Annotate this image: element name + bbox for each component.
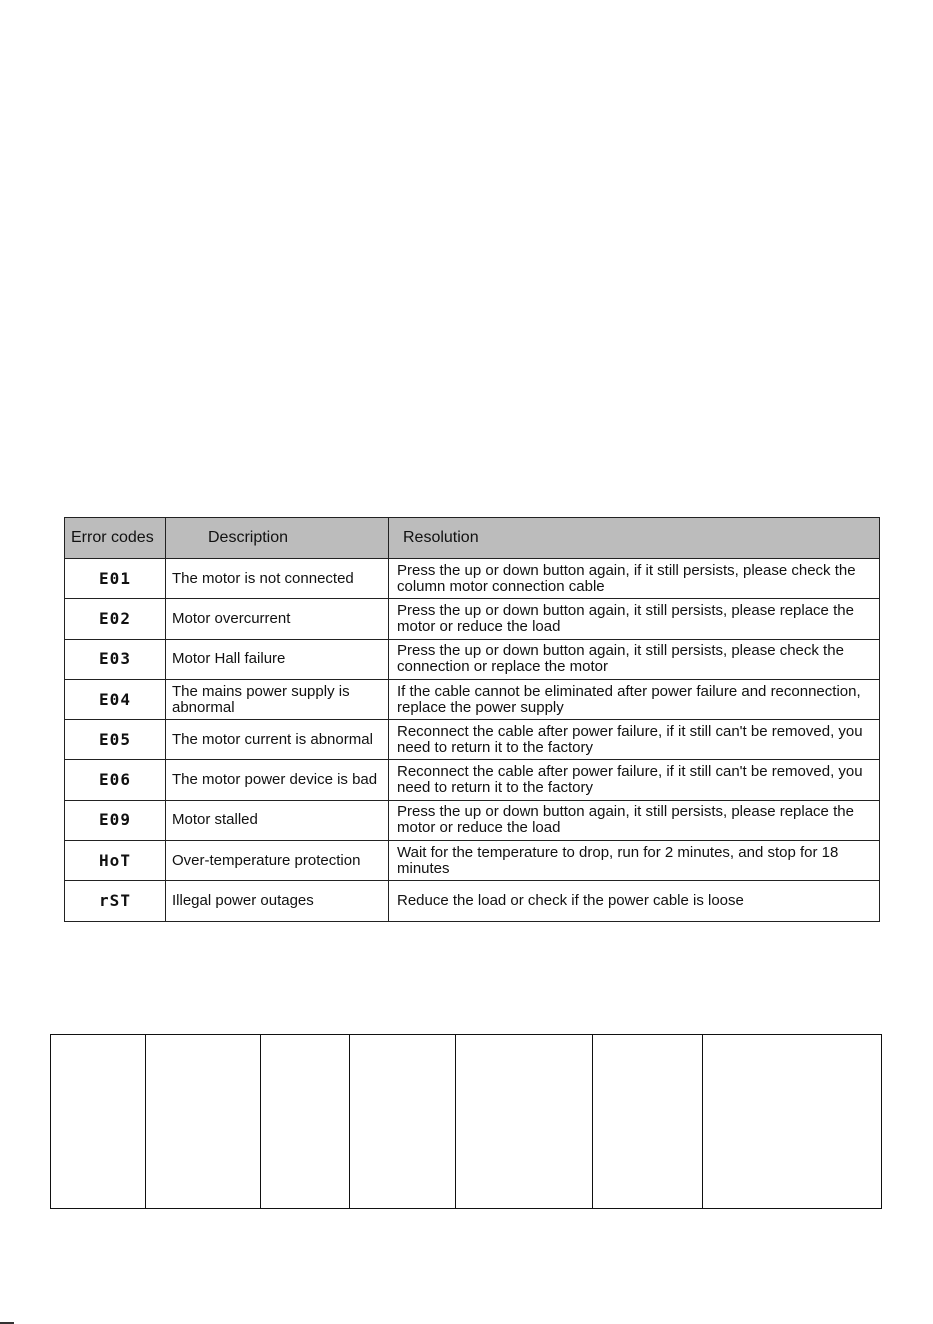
error-resolution: Wait for the temperature to drop, run for 2 minutes, and stop for 18 minutes [389,841,880,881]
error-description: Motor Hall failure [166,639,389,679]
table-row [65,800,880,840]
header-resolution: Resolution [389,518,880,559]
table-row [65,599,880,639]
error-description: The motor is not connected [166,559,389,599]
error-resolution: Press the up or down button again, it still persists, please check the connection or replace the motor [389,639,880,679]
blank-cell [456,1035,593,1209]
blank-grid-table [50,1034,882,1209]
error-code: E05 [65,720,166,760]
error-code: E02 [65,599,166,639]
error-description: Motor stalled [166,800,389,840]
blank-cell [593,1035,703,1209]
table-row [65,679,880,719]
error-code: E01 [65,559,166,599]
error-resolution: If the cable cannot be eliminated after power failure and reconnection, replace the power supply [389,679,880,719]
error-codes-table [64,517,880,922]
error-code: E09 [65,800,166,840]
error-description: Motor overcurrent [166,599,389,639]
header-description: Description [166,518,389,559]
error-resolution: Press the up or down button again, it still persists, please replace the motor or reduce the load [389,800,880,840]
error-resolution: Reconnect the cable after power failure, if it still can't be removed, you need to return it to the factory [389,720,880,760]
table-row [65,760,880,800]
table-header-row [65,518,880,559]
table-row [65,720,880,760]
error-resolution: Reduce the load or check if the power cable is loose [389,881,880,921]
table-row [65,881,880,921]
error-description: The motor current is abnormal [166,720,389,760]
table-row [65,559,880,599]
table-row [65,639,880,679]
error-description: Illegal power outages [166,881,389,921]
header-error-codes: Error codes [65,518,166,559]
error-resolution: Press the up or down button again, if it still persists, please check the column motor connection cable [389,559,880,599]
error-code: rST [65,881,166,921]
error-resolution: Press the up or down button again, it still persists, please replace the motor or reduce the load [389,599,880,639]
error-code: HoT [65,841,166,881]
error-description: Over-temperature protection [166,841,389,881]
error-description: The mains power supply is abnormal [166,679,389,719]
error-code: E03 [65,639,166,679]
error-resolution: Reconnect the cable after power failure, if it still can't be removed, you need to return it to the factory [389,760,880,800]
blank-cell [350,1035,456,1209]
error-description: The motor power device is bad [166,760,389,800]
blank-cell [51,1035,146,1209]
error-code: E06 [65,760,166,800]
blank-cell [261,1035,350,1209]
error-code: E04 [65,679,166,719]
blank-cell [703,1035,882,1209]
blank-table-row [51,1035,882,1209]
blank-cell [146,1035,261,1209]
table-row [65,841,880,881]
